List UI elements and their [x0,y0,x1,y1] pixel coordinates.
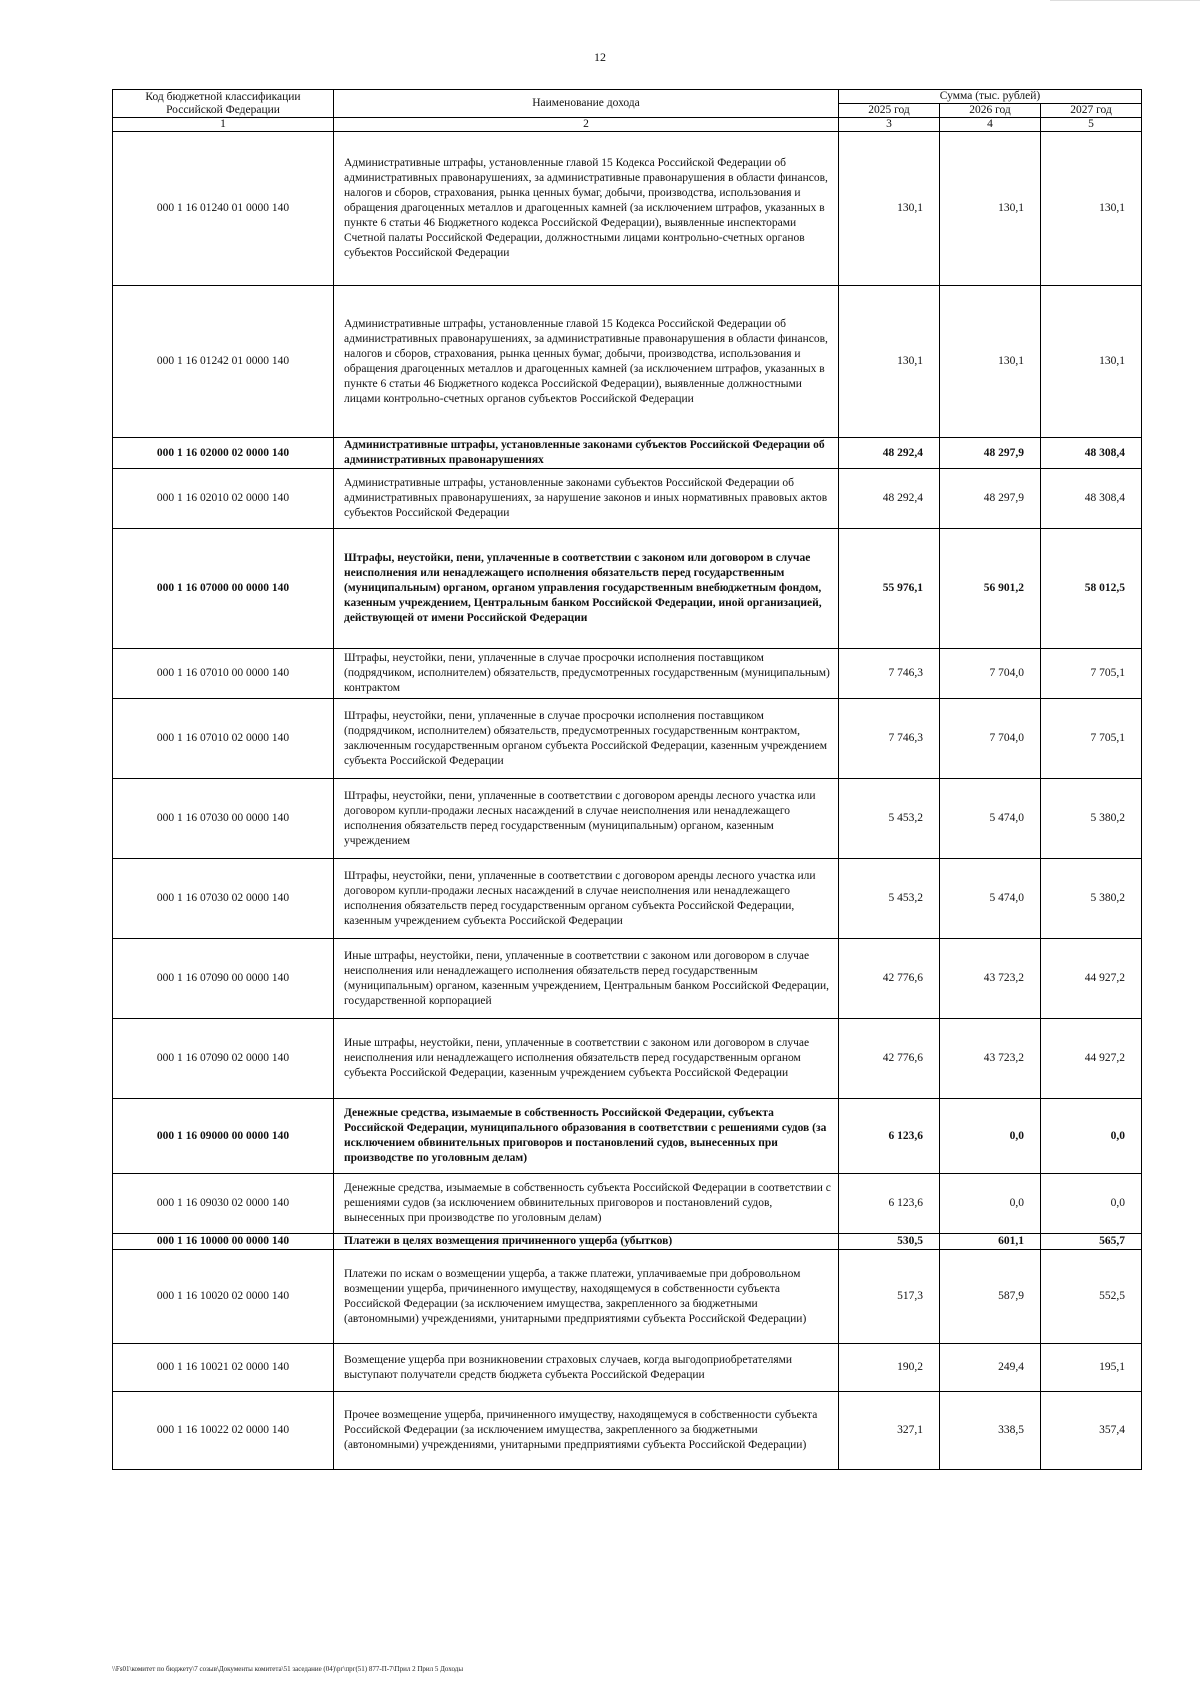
amount-2025-cell: 48 292,4 [839,438,940,469]
page-number: 12 [594,50,606,64]
amount-2026-cell: 43 723,2 [940,1019,1041,1099]
amount-2026-cell: 130,1 [940,286,1041,438]
amount-2027-cell: 195,1 [1041,1344,1142,1392]
budget-code-cell: 000 1 16 02010 02 0000 140 [113,469,334,529]
header-sum: Сумма (тыс. рублей) [839,90,1142,104]
amount-2027-cell: 0,0 [1041,1099,1142,1174]
income-name-cell: Денежные средства, изымаемые в собственность Российской Федерации, субъекта Российской Федерации, муниципального образования в соответствии с решениями судов (за исключением обвинительных приговоров и постановлений судов, вынесенных при производстве по уголовным делам) [334,1099,839,1174]
table-row [113,1234,1142,1250]
amount-2027-cell: 48 308,4 [1041,469,1142,529]
budget-code-cell: 000 1 16 10022 02 0000 140 [113,1392,334,1470]
amount-2026-cell: 130,1 [940,132,1041,286]
income-name-cell: Платежи по искам о возмещении ущерба, а также платежи, уплачиваемые при добровольном возмещении ущерба, причиненного имуществу, находящемуся в собственности субъекта Российской Федерации (за исключением имущества, закрепленного за бюджетными (автономными) учреждениями, унитарными предприятиями субъекта Российской Федерации) [334,1250,839,1344]
table-column-numbers-row [113,118,1142,132]
amount-2027-cell: 5 380,2 [1041,779,1142,859]
budget-code-cell: 000 1 16 07000 00 0000 140 [113,529,334,649]
column-number: 2 [334,118,839,132]
budget-code-cell: 000 1 16 02000 02 0000 140 [113,438,334,469]
budget-code-cell: 000 1 16 01242 01 0000 140 [113,286,334,438]
revenue-table [112,89,1142,1470]
income-name-cell: Штрафы, неустойки, пени, уплаченные в случае просрочки исполнения поставщиком (подрядчиком, исполнителем) обязательств, предусмотренных государственным контрактом, заключенным государственным органом субъекта Российской Федерации, казенным учреждением субъекта Российской Федерации [334,699,839,779]
budget-code-cell: 000 1 16 01240 01 0000 140 [113,132,334,286]
amount-2025-cell: 7 746,3 [839,649,940,699]
amount-2026-cell: 56 901,2 [940,529,1041,649]
income-name-cell: Штрафы, неустойки, пени, уплаченные в соответствии с договором аренды лесного участка или договором купли-продажи лесных насаждений в случае неисполнения или ненадлежащего исполнения обязательств перед государственным (муниципальным) органом, казенным учреждением [334,779,839,859]
budget-code-cell: 000 1 16 07090 00 0000 140 [113,939,334,1019]
income-name-cell: Административные штрафы, установленные законами субъектов Российской Федерации об административных правонарушениях [334,438,839,469]
amount-2027-cell: 357,4 [1041,1392,1142,1470]
table-row [113,1250,1142,1344]
column-number: 4 [940,118,1041,132]
amount-2026-cell: 7 704,0 [940,699,1041,779]
header-name: Наименование дохода [334,90,839,118]
amount-2027-cell: 7 705,1 [1041,649,1142,699]
amount-2025-cell: 7 746,3 [839,699,940,779]
amount-2027-cell: 130,1 [1041,132,1142,286]
amount-2026-cell: 249,4 [940,1344,1041,1392]
amount-2027-cell: 565,7 [1041,1234,1142,1250]
header-year-2027: 2027 год [1041,104,1142,118]
table-row [113,699,1142,779]
budget-code-cell: 000 1 16 09030 02 0000 140 [113,1174,334,1234]
amount-2027-cell: 7 705,1 [1041,699,1142,779]
amount-2026-cell: 5 474,0 [940,859,1041,939]
income-name-cell: Иные штрафы, неустойки, пени, уплаченные в соответствии с законом или договором в случае неисполнения или ненадлежащего исполнения обязательств перед государственным органом субъекта Российской Федерации, казенным учреждением субъекта Российской Федерации [334,1019,839,1099]
amount-2025-cell: 42 776,6 [839,1019,940,1099]
amount-2027-cell: 130,1 [1041,286,1142,438]
amount-2026-cell: 7 704,0 [940,649,1041,699]
table-row [113,1344,1142,1392]
table-header-row [113,90,1142,104]
table-row [113,132,1142,286]
table-row [113,779,1142,859]
income-name-cell: Денежные средства, изымаемые в собственность субъекта Российской Федерации в соответствии с решениями судов (за исключением обвинительных приговоров и постановлений судов, вынесенных при производстве по уголовным делам) [334,1174,839,1234]
income-name-cell: Административные штрафы, установленные главой 15 Кодекса Российской Федерации об административных правонарушениях, за административные правонарушения в области финансов, налогов и сборов, страхования, рынка ценных бумаг, добычи, производства, использования и обращения драгоценных металлов и драгоценных камней (за исключением штрафов, указанных в пункте 6 статьи 46 Бюджетного кодекса Российской Федерации), выявленные инспекторами Счетной палаты Российской Федерации, должностными лицами контрольно-счетных органов субъектов Российской Федерации [334,132,839,286]
income-name-cell: Прочее возмещение ущерба, причиненного имуществу, находящемуся в собственности субъекта Российской Федерации (за исключением имущества, закрепленного за бюджетными (автономными) учреждениями, унитарными предприятиями субъекта Российской Федерации) [334,1392,839,1470]
table-row [113,286,1142,438]
table-row [113,1099,1142,1174]
amount-2027-cell: 0,0 [1041,1174,1142,1234]
column-number: 5 [1041,118,1142,132]
amount-2025-cell: 130,1 [839,286,940,438]
table-body [113,132,1142,1470]
amount-2025-cell: 517,3 [839,1250,940,1344]
budget-code-cell: 000 1 16 07090 02 0000 140 [113,1019,334,1099]
income-name-cell: Возмещение ущерба при возникновении страховых случаев, когда выгодоприобретателями выступают получатели средств бюджета субъекта Российской Федерации [334,1344,839,1392]
column-number: 3 [839,118,940,132]
amount-2025-cell: 530,5 [839,1234,940,1250]
amount-2027-cell: 58 012,5 [1041,529,1142,649]
amount-2026-cell: 0,0 [940,1099,1041,1174]
income-name-cell: Иные штрафы, неустойки, пени, уплаченные в соответствии с законом или договором в случае неисполнения или ненадлежащего исполнения обязательств перед государственным (муниципальным) органом, казенным учреждением, Центральным банком Российской Федерации, государственной корпорацией [334,939,839,1019]
amount-2026-cell: 0,0 [940,1174,1041,1234]
amount-2026-cell: 601,1 [940,1234,1041,1250]
amount-2025-cell: 6 123,6 [839,1174,940,1234]
amount-2026-cell: 48 297,9 [940,438,1041,469]
income-name-cell: Платежи в целях возмещения причиненного ущерба (убытков) [334,1234,839,1250]
header-code: Код бюджетной классификации Российской Федерации [113,90,334,118]
amount-2025-cell: 48 292,4 [839,469,940,529]
amount-2025-cell: 55 976,1 [839,529,940,649]
income-name-cell: Штрафы, неустойки, пени, уплаченные в случае просрочки исполнения поставщиком (подрядчиком, исполнителем) обязательств, предусмотренных государственным (муниципальным) контрактом [334,649,839,699]
amount-2027-cell: 44 927,2 [1041,1019,1142,1099]
amount-2027-cell: 552,5 [1041,1250,1142,1344]
header-year-2026: 2026 год [940,104,1041,118]
amount-2025-cell: 42 776,6 [839,939,940,1019]
table-row [113,1019,1142,1099]
income-name-cell: Административные штрафы, установленные главой 15 Кодекса Российской Федерации об административных правонарушениях, за административные правонарушения в области финансов, налогов и сборов, страхования, рынка ценных бумаг, добычи, производства, использования и обращения драгоценных металлов и драгоценных камней (за исключением штрафов, указанных в пункте 6 статьи 46 Бюджетного кодекса Российской Федерации), выявленные должностными лицами контрольно-счетных органов субъектов Российской Федерации [334,286,839,438]
amount-2025-cell: 190,2 [839,1344,940,1392]
amount-2027-cell: 48 308,4 [1041,438,1142,469]
amount-2026-cell: 5 474,0 [940,779,1041,859]
table-row [113,438,1142,469]
income-name-cell: Административные штрафы, установленные законами субъектов Российской Федерации об административных правонарушениях, за нарушение законов и иных нормативных правовых актов субъектов Российской Федерации [334,469,839,529]
amount-2026-cell: 587,9 [940,1250,1041,1344]
header-year-2025: 2025 год [839,104,940,118]
amount-2025-cell: 6 123,6 [839,1099,940,1174]
table-row [113,1174,1142,1234]
amount-2025-cell: 130,1 [839,132,940,286]
budget-code-cell: 000 1 16 07010 00 0000 140 [113,649,334,699]
income-name-cell: Штрафы, неустойки, пени, уплаченные в соответствии с законом или договором в случае неисполнения или ненадлежащего исполнения обязательств перед государственным (муниципальным) органом, органом управления государственным внебюджетным фондом, казенным учреждением, Центральным банком Российской Федерации, иной организацией, действующей от имени Российской Федерации [334,529,839,649]
budget-code-cell: 000 1 16 09000 00 0000 140 [113,1099,334,1174]
table-row [113,859,1142,939]
table-row [113,1392,1142,1470]
scan-artifact [1050,0,1200,5]
amount-2025-cell: 5 453,2 [839,859,940,939]
budget-code-cell: 000 1 16 07030 02 0000 140 [113,859,334,939]
amount-2025-cell: 5 453,2 [839,779,940,859]
footer-file-path: \\Fs01\комитет по бюджету\7 созыв\Документы комитета\51 заседание (04)\рг\прг(51) 877-П-7\Прил 2 Прил 5 Доходы [112,1665,464,1673]
amount-2026-cell: 338,5 [940,1392,1041,1470]
amount-2026-cell: 48 297,9 [940,469,1041,529]
budget-code-cell: 000 1 16 10020 02 0000 140 [113,1250,334,1344]
budget-code-cell: 000 1 16 07010 02 0000 140 [113,699,334,779]
amount-2025-cell: 327,1 [839,1392,940,1470]
column-number: 1 [113,118,334,132]
table-row [113,469,1142,529]
amount-2027-cell: 5 380,2 [1041,859,1142,939]
amount-2026-cell: 43 723,2 [940,939,1041,1019]
table-row [113,649,1142,699]
table-row [113,939,1142,1019]
budget-code-cell: 000 1 16 07030 00 0000 140 [113,779,334,859]
income-name-cell: Штрафы, неустойки, пени, уплаченные в соответствии с договором аренды лесного участка или договором купли-продажи лесных насаждений в случае неисполнения или ненадлежащего исполнения обязательств перед государственным органом субъекта Российской Федерации, казенным учреждением субъекта Российской Федерации [334,859,839,939]
amount-2027-cell: 44 927,2 [1041,939,1142,1019]
budget-code-cell: 000 1 16 10021 02 0000 140 [113,1344,334,1392]
table-row [113,529,1142,649]
budget-code-cell: 000 1 16 10000 00 0000 140 [113,1234,334,1250]
